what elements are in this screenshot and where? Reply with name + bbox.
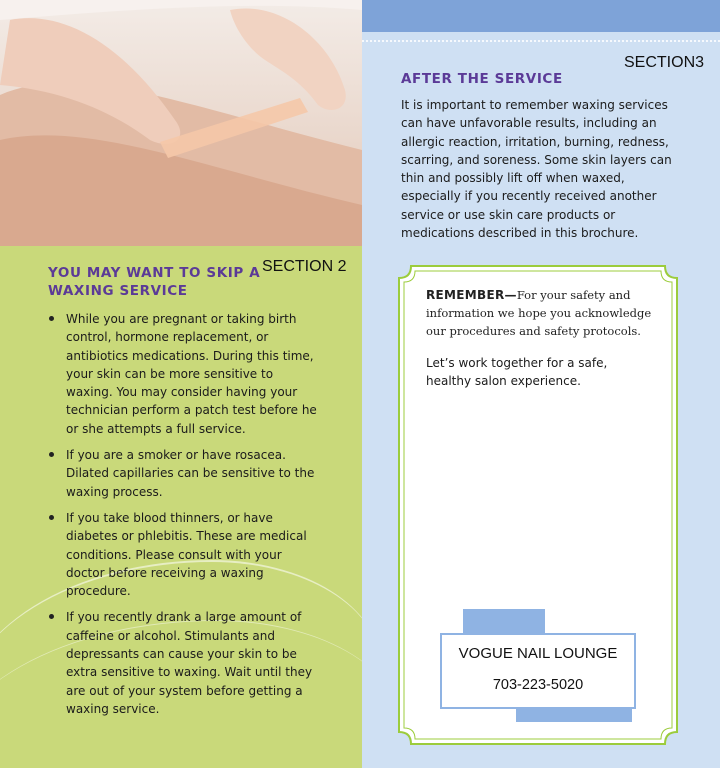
together-note: Let’s work together for a safe, healthy salon experience. bbox=[426, 356, 608, 389]
salon-name: VOGUE NAIL LOUNGE bbox=[458, 645, 618, 662]
phone-number[interactable]: 703-223-5020 bbox=[492, 677, 584, 693]
skip-service-heading: YOU MAY WANT TO SKIP A WAXING SERVICE bbox=[48, 265, 261, 299]
contact-card bbox=[440, 633, 636, 709]
list-item: If you are a smoker or have rosacea. Dilated capillaries can be sensitive to the waxing process. bbox=[48, 446, 318, 501]
remember-body: For your safety and information we hope you acknowledge our procedures and safety protocols. bbox=[426, 288, 652, 338]
after-service-text: It is important to remember waxing services can have unfavorable results, including an allergic reaction, irritation, burning, redness, scarring, and soreness. Some skin layers can thin and possibly lift off when waxed, especially if you recently received another service or use skin care products or medications described in this brochure. bbox=[401, 98, 672, 241]
decorative-tab bbox=[463, 609, 545, 635]
remember-note bbox=[426, 286, 656, 340]
section2-tag: SECTION 2 bbox=[262, 258, 347, 275]
remember-label: REMEMBER— bbox=[426, 288, 517, 302]
section3-tag: SECTION3 bbox=[624, 54, 705, 71]
list-item: If you recently drank a large amount of caffeine or alcohol. Stimulants and depressants can cause your skin to be extra sensitive to waxing. Wait until they are out of your system before getting a waxing service. bbox=[48, 608, 318, 718]
waxing-leg-photo bbox=[0, 0, 362, 246]
list-item: If you take blood thinners, or have diabetes or phlebitis. These are medical conditions. Please consult with your doctor before receiving a waxing procedure. bbox=[48, 509, 318, 600]
after-service-heading: AFTER THE SERVICE bbox=[401, 71, 563, 87]
header-band bbox=[362, 0, 720, 32]
list-item: While you are pregnant or taking birth control, hormone replacement, or antibiotics medications. During this time, your skin can be more sensitive to waxing. You may consider having your technician perform a patch test before he or she attempts a full service. bbox=[48, 310, 318, 438]
dotted-divider bbox=[362, 40, 720, 42]
skip-reasons-list bbox=[48, 310, 318, 726]
